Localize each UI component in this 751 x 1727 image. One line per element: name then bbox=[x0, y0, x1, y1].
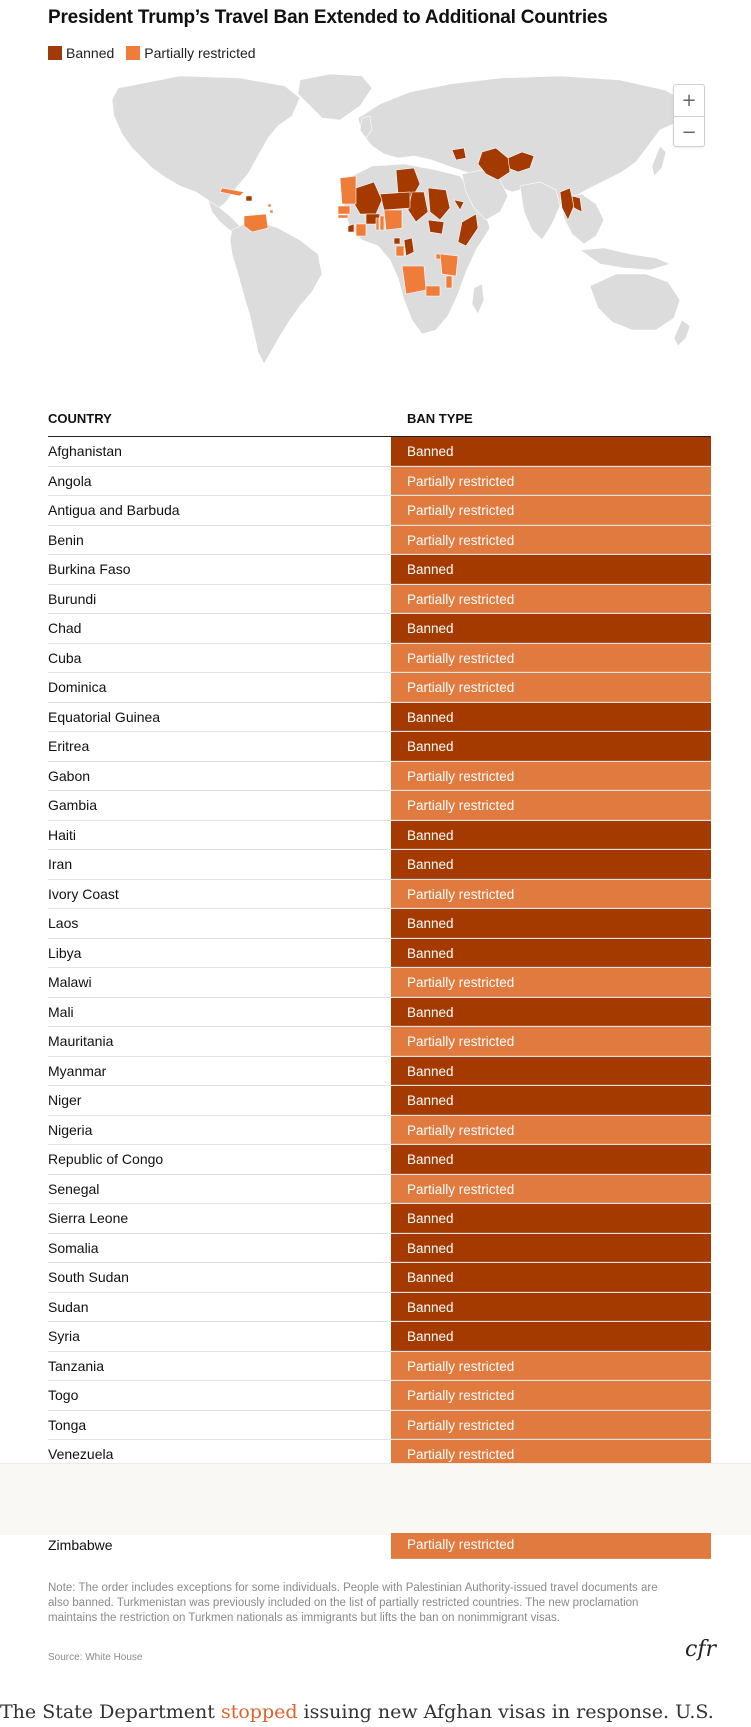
ban-type-cell: Partially restricted bbox=[391, 585, 711, 614]
legend-item-banned bbox=[48, 45, 114, 61]
table-row bbox=[48, 1411, 711, 1441]
column-header-country[interactable]: COUNTRY bbox=[48, 411, 112, 426]
table-row bbox=[48, 1116, 711, 1146]
table-row bbox=[48, 1027, 711, 1057]
land-new-zealand bbox=[674, 320, 690, 346]
country-cell: Niger bbox=[48, 1092, 82, 1108]
ban-type-cell: Banned bbox=[391, 998, 711, 1027]
table-row bbox=[48, 968, 711, 998]
ban-type-cell: Partially restricted bbox=[391, 880, 711, 909]
land-australia bbox=[590, 274, 680, 330]
land-india bbox=[520, 182, 560, 240]
land-japan bbox=[652, 146, 666, 176]
article-text bbox=[0, 1701, 751, 1723]
country-cell: Gabon bbox=[48, 767, 91, 784]
table-row bbox=[48, 1263, 711, 1293]
country-cell: Benin bbox=[48, 531, 84, 548]
land-greenland bbox=[298, 74, 372, 120]
article-text-end: issuing new Afghan visas in response. U.S. bbox=[297, 1701, 714, 1723]
table-row bbox=[48, 467, 711, 497]
country-cell: Venezuela bbox=[48, 1446, 114, 1462]
country-cell: Sierra Leone bbox=[48, 1210, 129, 1226]
ban-type-cell: Banned bbox=[391, 1086, 711, 1115]
country-cell: Haiti bbox=[48, 826, 77, 843]
ban-type-cell: Banned bbox=[391, 732, 711, 761]
ban-type-cell: Partially restricted bbox=[391, 1116, 711, 1145]
table-row bbox=[48, 1057, 711, 1087]
table-row bbox=[48, 496, 711, 526]
country-cell: Sudan bbox=[48, 1298, 89, 1315]
map-legend bbox=[48, 45, 268, 61]
table-row bbox=[48, 821, 711, 851]
table-row bbox=[48, 880, 711, 910]
article-link[interactable]: stopped bbox=[220, 1701, 298, 1723]
country-cell: Syria bbox=[48, 1328, 80, 1344]
ban-type-cell: Partially restricted bbox=[391, 1411, 711, 1440]
country-dominica[interactable] bbox=[270, 210, 273, 213]
table-row bbox=[48, 1352, 711, 1382]
cfr-logo[interactable]: cfr bbox=[685, 1637, 716, 1662]
table-row bbox=[48, 909, 711, 939]
ban-type-cell: Partially restricted bbox=[391, 1175, 711, 1204]
ban-type-cell: Partially restricted bbox=[391, 1352, 711, 1381]
legend-swatch-partial bbox=[126, 46, 140, 60]
ban-type-cell: Banned bbox=[391, 1293, 711, 1322]
table-row bbox=[48, 703, 711, 733]
ban-type-cell: Banned bbox=[391, 1145, 711, 1174]
country-ivory-coast[interactable] bbox=[356, 224, 366, 236]
legend-item-partial bbox=[126, 45, 255, 61]
table-row bbox=[48, 1322, 711, 1352]
table-row bbox=[48, 1204, 711, 1234]
land-indonesia bbox=[580, 248, 670, 270]
country-cell: Nigeria bbox=[48, 1121, 93, 1138]
ban-type-cell: Banned bbox=[391, 614, 711, 643]
table-header bbox=[48, 411, 711, 437]
country-cell: Malawi bbox=[48, 974, 92, 990]
article-text-start: The State Department bbox=[0, 1701, 221, 1723]
ban-type-cell: Banned bbox=[391, 821, 711, 850]
country-cell: Dominica bbox=[48, 679, 107, 695]
land-north-america bbox=[112, 76, 300, 212]
country-cell: Tonga bbox=[48, 1416, 87, 1433]
country-cell: Myanmar bbox=[48, 1062, 107, 1079]
ban-type-cell: Banned bbox=[391, 909, 711, 938]
zoom-in-button[interactable]: + bbox=[681, 90, 697, 111]
table-row bbox=[48, 673, 711, 703]
ban-type-cell: Partially restricted bbox=[391, 467, 711, 496]
country-cell: Zimbabwe bbox=[48, 1537, 113, 1553]
country-senegal[interactable] bbox=[338, 206, 350, 214]
ban-type-cell: Partially restricted bbox=[391, 673, 711, 702]
table-row-last bbox=[48, 1533, 711, 1559]
ban-type-cell: Partially restricted bbox=[391, 791, 711, 820]
country-cell: Togo bbox=[48, 1387, 79, 1403]
country-cell: Iran bbox=[48, 856, 73, 872]
chart-title: President Trump’s Travel Ban Extended to Additional Countries bbox=[48, 7, 608, 28]
table-row bbox=[48, 526, 711, 556]
ban-type-cell: Partially restricted bbox=[391, 968, 711, 997]
legend-label-partial: Partially restricted bbox=[144, 45, 256, 61]
world-map[interactable] bbox=[0, 68, 751, 368]
country-cell: Somalia bbox=[48, 1239, 99, 1256]
land-madagascar bbox=[472, 284, 484, 314]
country-cell: Chad bbox=[48, 620, 82, 636]
table-row bbox=[48, 998, 711, 1028]
country-gabon[interactable] bbox=[396, 246, 404, 256]
country-mauritania[interactable] bbox=[340, 176, 356, 204]
country-cell: Burundi bbox=[48, 590, 97, 607]
table-row bbox=[48, 1381, 711, 1411]
ban-type-cell: Partially restricted bbox=[391, 1027, 711, 1056]
ban-type-cell: Banned bbox=[391, 1204, 711, 1233]
country-angola[interactable] bbox=[402, 266, 426, 294]
country-haiti[interactable] bbox=[246, 196, 252, 201]
zoom-out-button[interactable]: − bbox=[674, 116, 704, 147]
table-row bbox=[48, 555, 711, 585]
land-south-america bbox=[230, 220, 322, 364]
table-row bbox=[48, 1440, 711, 1464]
country-gambia[interactable] bbox=[338, 215, 348, 218]
source-text: Source: White House bbox=[48, 1652, 143, 1663]
ban-type-cell: Partially restricted bbox=[391, 762, 711, 791]
country-south-sudan[interactable] bbox=[428, 220, 444, 234]
country-cell: South Sudan bbox=[48, 1269, 129, 1285]
table-row bbox=[48, 939, 711, 969]
country-tanzania[interactable] bbox=[440, 254, 458, 276]
legend-label-banned: Banned bbox=[66, 45, 115, 61]
country-cell: Senegal bbox=[48, 1180, 100, 1197]
country-niger[interactable] bbox=[380, 192, 410, 210]
ban-type-cell: Banned bbox=[391, 437, 711, 466]
table-row bbox=[48, 1145, 711, 1175]
table-scroll-overlay bbox=[0, 1463, 751, 1535]
country-cell: Libya bbox=[48, 944, 82, 961]
country-cell: Equatorial Guinea bbox=[48, 708, 161, 725]
table-row bbox=[48, 614, 711, 644]
ban-type-cell: Partially restricted bbox=[391, 1381, 711, 1410]
ban-type-cell: Banned bbox=[391, 939, 711, 968]
country-cell: Afghanistan bbox=[48, 443, 122, 459]
ban-type-cell: Banned bbox=[391, 1057, 711, 1086]
ban-type-cell: Partially restricted bbox=[391, 526, 711, 555]
column-header-ban-type[interactable]: BAN TYPE bbox=[407, 411, 473, 426]
ban-type-cell: Banned bbox=[391, 1234, 711, 1263]
table-row bbox=[48, 791, 711, 821]
country-nigeria[interactable] bbox=[384, 210, 402, 230]
country-table bbox=[48, 437, 711, 1464]
country-cell: Angola bbox=[48, 472, 92, 489]
table-row bbox=[48, 644, 711, 674]
ban-type-cell: Banned bbox=[391, 555, 711, 584]
table-row bbox=[48, 1293, 711, 1323]
legend-swatch-banned bbox=[48, 46, 62, 60]
ban-type-cell: Partially restricted bbox=[391, 1440, 711, 1464]
country-cell: Cuba bbox=[48, 649, 82, 666]
country-zimbabwe[interactable] bbox=[426, 286, 440, 296]
country-cell: Republic of Congo bbox=[48, 1151, 164, 1167]
country-cell: Laos bbox=[48, 915, 79, 931]
ban-type-cell: Banned bbox=[391, 703, 711, 732]
table-row bbox=[48, 1086, 711, 1116]
footnote: Note: The order includes exceptions for some individuals. People with Palestinian Authority-issued travel documents are also banned. Turkmenistan was previously included on the list of partially restricted countries. The new proclamation maintains the restriction on Turkmen nationals as immigrants but lifts the ban on nonimmigrant visas. bbox=[48, 1582, 658, 1624]
country-cell: Antigua and Barbuda bbox=[48, 502, 180, 518]
map-zoom-control bbox=[673, 84, 705, 147]
ban-type-cell: Partially restricted bbox=[391, 496, 711, 525]
table-row bbox=[48, 437, 711, 467]
ban-type-cell: Banned bbox=[391, 1322, 711, 1351]
ban-type-cell: Partially restricted bbox=[391, 644, 711, 673]
table-row bbox=[48, 762, 711, 792]
country-cell: Ivory Coast bbox=[48, 885, 119, 902]
country-cell: Tanzania bbox=[48, 1357, 105, 1374]
table-row bbox=[48, 732, 711, 762]
table-row bbox=[48, 850, 711, 880]
country-benin[interactable] bbox=[380, 216, 384, 230]
country-malawi[interactable] bbox=[446, 276, 452, 288]
country-equatorial-guinea[interactable] bbox=[394, 238, 400, 244]
ban-type-cell: Partially restricted bbox=[391, 1533, 711, 1559]
table-row bbox=[48, 585, 711, 615]
country-togo[interactable] bbox=[376, 218, 379, 230]
country-cell: Mali bbox=[48, 1003, 74, 1020]
country-cell: Eritrea bbox=[48, 738, 90, 754]
table-row bbox=[48, 1175, 711, 1205]
country-cell: Gambia bbox=[48, 797, 98, 813]
ban-type-cell: Banned bbox=[391, 850, 711, 879]
table-row bbox=[48, 1234, 711, 1264]
country-cell: Mauritania bbox=[48, 1033, 114, 1049]
country-antigua-and-barbuda[interactable] bbox=[268, 204, 271, 207]
country-cell: Burkina Faso bbox=[48, 561, 131, 577]
ban-type-cell: Banned bbox=[391, 1263, 711, 1292]
